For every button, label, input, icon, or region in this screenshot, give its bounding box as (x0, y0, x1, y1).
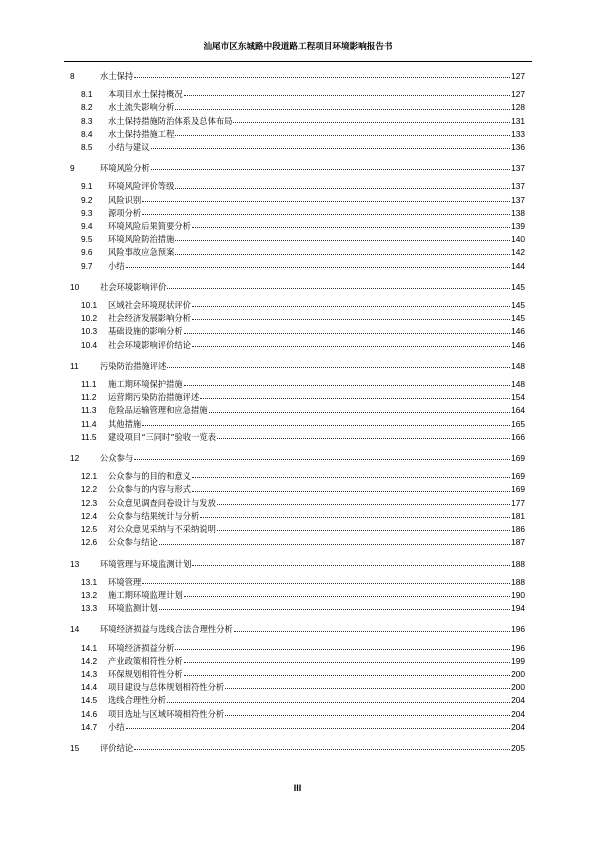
toc-entry-title: 公众参与的内容与形式 (108, 484, 191, 495)
toc-entry-page: 181 (511, 510, 525, 521)
toc-dot-leader (192, 227, 510, 228)
toc-entry-number: 11 (70, 360, 79, 371)
toc-entry-title: 公众参与结果统计与分析 (108, 510, 200, 521)
toc-section-entry[interactable] (66, 523, 525, 536)
toc-entry-page: 200 (511, 682, 525, 693)
toc-entry-page: 148 (511, 379, 525, 390)
toc-entry-number: 9 (70, 163, 75, 174)
toc-section-entry[interactable] (66, 194, 525, 207)
toc-dot-leader (175, 109, 510, 110)
toc-entry-title: 环境风险防治措施 (108, 234, 175, 245)
toc-entry-number: 8.4 (81, 128, 93, 139)
toc-entry-page: 138 (511, 207, 525, 218)
toc-entry-page: 145 (511, 313, 525, 324)
toc-entry-number: 10.4 (81, 339, 98, 350)
toc-entry-page: 196 (511, 624, 525, 635)
toc-entry-number: 9.1 (81, 181, 93, 192)
toc-entry-title: 环保规划相符性分析 (108, 668, 183, 679)
toc-section-entry[interactable] (66, 312, 525, 325)
toc-dot-leader (142, 425, 510, 426)
toc-entry-page: 137 (511, 194, 525, 205)
toc-entry-title: 环境监测计划 (108, 603, 158, 614)
toc-entry-title: 环境风险评价等级 (108, 181, 175, 192)
toc-entry-title: 源项分析 (108, 207, 142, 218)
toc-chapter-entry[interactable] (66, 162, 525, 175)
toc-entry-page: 188 (511, 576, 525, 587)
toc-entry-number: 8 (70, 71, 75, 81)
toc-entry-number: 9.7 (81, 260, 93, 271)
toc-dot-leader (184, 662, 510, 663)
toc-entry-page: 164 (511, 405, 525, 416)
toc-dot-leader (142, 583, 510, 584)
toc-dot-leader (200, 517, 510, 518)
toc-entry-title: 其他措施 (108, 418, 142, 429)
toc-entry-page: 142 (511, 247, 525, 258)
toc-entry-title: 产业政策相符性分析 (108, 655, 183, 666)
toc-chapter-entry[interactable] (66, 70, 525, 83)
toc-entry-page: 148 (511, 360, 525, 371)
toc-chapter-entry[interactable] (66, 742, 525, 755)
toc-section-entry[interactable] (66, 576, 525, 589)
toc-section-entry[interactable] (66, 128, 525, 141)
toc-section-entry[interactable] (66, 246, 525, 259)
toc-entry-number: 10 (70, 281, 80, 292)
toc-entry-number: 11.5 (81, 431, 97, 442)
table-of-contents (66, 70, 525, 755)
toc-dot-leader (192, 346, 510, 347)
toc-section-entry[interactable] (66, 655, 525, 668)
toc-entry-title: 社会环境影响评价 (100, 281, 167, 292)
toc-entry-page: 137 (511, 163, 525, 174)
toc-entry-number: 10.1 (81, 300, 98, 311)
toc-dot-leader (217, 438, 510, 439)
toc-entry-title: 区域社会环境现状评价 (108, 300, 191, 311)
toc-chapter-entry[interactable] (66, 558, 525, 571)
toc-entry-number: 8.3 (81, 115, 93, 126)
running-header (64, 40, 532, 60)
toc-entry-number: 9.2 (81, 194, 93, 205)
toc-section-entry[interactable] (66, 668, 525, 681)
toc-entry-number: 9.5 (81, 234, 93, 245)
toc-dot-leader (233, 122, 510, 123)
toc-entry-title: 公众参与结论 (108, 537, 158, 548)
toc-entry-page: 204 (511, 708, 525, 719)
toc-entry-page: 199 (511, 655, 525, 666)
toc-section-entry[interactable] (66, 694, 525, 707)
toc-entry-title: 基础设施的影响分析 (108, 326, 183, 337)
toc-entry-title: 公众参与 (100, 453, 134, 464)
toc-entry-title: 水土流失影响分析 (108, 102, 175, 113)
toc-dot-leader (126, 728, 511, 729)
toc-entry-number: 12.2 (81, 484, 98, 495)
toc-entry-number: 14.1 (81, 642, 98, 653)
toc-entry-number: 14.3 (81, 668, 98, 679)
toc-dot-leader (151, 169, 510, 170)
toc-dot-leader (134, 77, 510, 78)
toc-entry-page: 146 (511, 339, 525, 350)
toc-entry-number: 11.2 (81, 392, 97, 403)
toc-section-entry[interactable] (66, 404, 525, 417)
toc-entry-number: 11.3 (81, 405, 97, 416)
toc-entry-number: 8.5 (81, 142, 93, 153)
toc-entry-number: 9.3 (81, 207, 93, 218)
toc-entry-page: 145 (511, 300, 525, 311)
toc-entry-page: 186 (511, 524, 525, 535)
toc-entry-title: 小结与建议 (108, 142, 150, 153)
toc-entry-title: 环境经济损益分析 (108, 642, 175, 653)
toc-entry-page: 190 (511, 589, 525, 600)
toc-section-entry[interactable] (66, 497, 525, 510)
toc-entry-title: 风险识别 (108, 194, 142, 205)
toc-entry-title: 项目选址与区域环境相符性分析 (108, 708, 225, 719)
toc-section-entry[interactable] (66, 299, 525, 312)
toc-entry-page: 131 (511, 115, 525, 126)
toc-dot-leader (175, 254, 510, 255)
toc-chapter-entry[interactable] (66, 360, 525, 373)
toc-entry-number: 13.3 (81, 603, 98, 614)
toc-entry-number: 14.5 (81, 695, 98, 706)
toc-entry-page: 205 (511, 742, 525, 753)
toc-entry-number: 11.1 (81, 379, 97, 390)
toc-section-entry[interactable] (66, 180, 525, 193)
toc-entry-title: 环境风险分析 (100, 163, 150, 174)
toc-entry-page: 144 (511, 260, 525, 271)
toc-entry-title: 项目建设与总体规划相符性分析 (108, 682, 225, 693)
toc-entry-number: 12.5 (81, 524, 98, 535)
toc-entry-number: 13.1 (81, 576, 98, 587)
toc-dot-leader (175, 135, 510, 136)
toc-section-entry[interactable] (66, 115, 525, 128)
toc-entry-title: 公众参与的目的和意义 (108, 471, 191, 482)
toc-entry-number: 14.7 (81, 721, 98, 732)
toc-entry-number: 10.3 (81, 326, 98, 337)
toc-entry-title: 运营期污染防治措施评述 (108, 392, 200, 403)
toc-dot-leader (200, 398, 510, 399)
toc-entry-number: 8.1 (81, 89, 93, 100)
toc-entry-page: 128 (511, 102, 525, 113)
toc-entry-title: 对公众意见采纳与不采纳说明 (108, 524, 216, 535)
toc-section-entry[interactable] (66, 378, 525, 391)
toc-section-entry[interactable] (66, 220, 525, 233)
toc-entry-page: 177 (511, 497, 525, 508)
toc-section-entry[interactable] (66, 510, 525, 523)
toc-entry-title: 小结 (108, 721, 125, 732)
toc-dot-leader (192, 477, 510, 478)
toc-section-entry[interactable] (66, 418, 525, 431)
toc-dot-leader (126, 267, 511, 268)
toc-section-entry[interactable] (66, 325, 525, 338)
page-number: III (293, 783, 302, 793)
toc-entry-number: 12.4 (81, 510, 98, 521)
toc-dot-leader (142, 214, 510, 215)
toc-entry-title: 建设项目“三同时”验收一览表 (108, 431, 217, 442)
toc-entry-page: 200 (511, 668, 525, 679)
toc-section-entry[interactable] (66, 391, 525, 404)
toc-entry-number: 9.4 (81, 221, 93, 232)
toc-entry-page: 140 (511, 234, 525, 245)
toc-section-entry[interactable] (66, 88, 525, 101)
toc-entry-page: 188 (511, 558, 525, 569)
toc-entry-page: 137 (511, 181, 525, 192)
toc-chapter-entry[interactable] (66, 281, 525, 294)
toc-section-entry[interactable] (66, 589, 525, 602)
toc-dot-leader (167, 702, 510, 703)
toc-entry-number: 14 (70, 624, 80, 635)
toc-entry-title: 水土保持措施工程 (108, 128, 175, 139)
toc-entry-page: 166 (511, 431, 525, 442)
toc-entry-number: 14.6 (81, 708, 98, 719)
toc-entry-title: 水土保持措施防治体系及总体布局 (108, 115, 233, 126)
toc-dot-leader (175, 240, 510, 241)
toc-entry-page: 169 (511, 471, 525, 482)
toc-entry-page: 154 (511, 392, 525, 403)
toc-dot-leader (234, 631, 510, 632)
toc-section-entry[interactable] (66, 233, 525, 246)
header-divider (64, 61, 532, 62)
toc-entry-page: 169 (511, 453, 525, 464)
toc-section-entry[interactable] (66, 483, 525, 496)
toc-dot-leader (167, 288, 510, 289)
toc-entry-number: 12 (70, 453, 80, 464)
toc-entry-page: 139 (511, 221, 525, 232)
toc-entry-page: 196 (511, 642, 525, 653)
toc-section-entry[interactable] (66, 470, 525, 483)
toc-entry-number: 14.4 (81, 682, 98, 693)
toc-chapter-entry[interactable] (66, 452, 525, 465)
toc-dot-leader (159, 544, 510, 545)
report-title: 汕尾市区东城路中段道路工程项目环境影响报告书 (203, 42, 393, 52)
toc-entry-title: 环境管理与环境监测计划 (100, 558, 192, 569)
toc-dot-leader (184, 675, 510, 676)
toc-entry-number: 12.6 (81, 537, 98, 548)
toc-entry-title: 危险品运输管理和应急措施 (108, 405, 208, 416)
toc-dot-leader (217, 530, 510, 531)
toc-dot-leader (142, 201, 510, 202)
toc-entry-number: 9.6 (81, 247, 93, 258)
toc-entry-title: 水土保持 (100, 71, 134, 81)
toc-dot-leader (192, 565, 510, 566)
toc-entry-page: 127 (511, 89, 525, 100)
toc-entry-page: 133 (511, 128, 525, 139)
toc-section-entry[interactable] (66, 708, 525, 721)
toc-entry-number: 13.2 (81, 589, 98, 600)
toc-entry-number: 8.2 (81, 102, 93, 113)
toc-dot-leader (159, 609, 510, 610)
toc-entry-title: 污染防治措施评述 (100, 360, 167, 371)
toc-entry-title: 评价结论 (100, 742, 134, 753)
toc-dot-leader (175, 649, 510, 650)
toc-entry-page: 146 (511, 326, 525, 337)
toc-section-entry[interactable] (66, 260, 525, 273)
toc-section-entry[interactable] (66, 602, 525, 615)
toc-entry-number: 10.2 (81, 313, 98, 324)
toc-entry-page: 169 (511, 484, 525, 495)
toc-entry-number: 11.4 (81, 418, 97, 429)
toc-entry-title: 选线合理性分析 (108, 695, 167, 706)
toc-section-entry[interactable] (66, 141, 525, 154)
toc-section-entry[interactable] (66, 681, 525, 694)
toc-entry-title: 施工期环境监理计划 (108, 589, 183, 600)
toc-entry-page: 187 (511, 537, 525, 548)
toc-entry-number: 14.2 (81, 655, 98, 666)
toc-section-entry[interactable] (66, 721, 525, 734)
toc-entry-title: 环境风险后果简要分析 (108, 221, 191, 232)
toc-section-entry[interactable] (66, 101, 525, 114)
toc-entry-number: 12.3 (81, 497, 98, 508)
toc-entry-title: 环境管理 (108, 576, 142, 587)
toc-entry-title: 风险事故应急预案 (108, 247, 175, 258)
toc-section-entry[interactable] (66, 642, 525, 655)
toc-chapter-entry[interactable] (66, 623, 525, 636)
toc-entry-page: 165 (511, 418, 525, 429)
toc-entry-title: 社会经济发展影响分析 (108, 313, 191, 324)
toc-dot-leader (209, 412, 511, 413)
toc-dot-leader (192, 491, 510, 492)
toc-dot-leader (184, 333, 510, 334)
toc-dot-leader (184, 95, 510, 96)
toc-entry-page: 136 (511, 142, 525, 153)
toc-section-entry[interactable] (66, 536, 525, 549)
toc-entry-title: 小结 (108, 260, 125, 271)
toc-section-entry[interactable] (66, 339, 525, 352)
toc-entry-title: 本项目水土保持概况 (108, 89, 183, 100)
toc-dot-leader (175, 188, 510, 189)
toc-entry-page: 194 (511, 603, 525, 614)
toc-dot-leader (225, 715, 510, 716)
toc-entry-title: 公众意见调查问卷设计与发放 (108, 497, 216, 508)
toc-entry-number: 13 (70, 558, 80, 569)
toc-entry-page: 127 (511, 71, 525, 81)
toc-section-entry[interactable] (66, 207, 525, 220)
toc-entry-title: 社会环境影响评价结论 (108, 339, 191, 350)
toc-entry-number: 15 (70, 742, 80, 753)
toc-dot-leader (184, 596, 510, 597)
toc-dot-leader (225, 688, 510, 689)
toc-entry-page: 204 (511, 695, 525, 706)
toc-entry-page: 204 (511, 721, 525, 732)
toc-dot-leader (151, 148, 511, 149)
toc-entry-page: 145 (511, 281, 525, 292)
toc-section-entry[interactable] (66, 431, 525, 444)
toc-dot-leader (134, 459, 510, 460)
toc-dot-leader (192, 306, 510, 307)
toc-dot-leader (167, 367, 510, 368)
toc-entry-number: 12.1 (81, 471, 98, 482)
toc-entry-title: 环境经济损益与选线合法合理性分析 (100, 624, 233, 635)
toc-dot-leader (134, 749, 510, 750)
toc-dot-leader (192, 319, 510, 320)
toc-dot-leader (184, 385, 510, 386)
toc-dot-leader (217, 504, 510, 505)
toc-entry-title: 施工期环境保护措施 (108, 379, 183, 390)
